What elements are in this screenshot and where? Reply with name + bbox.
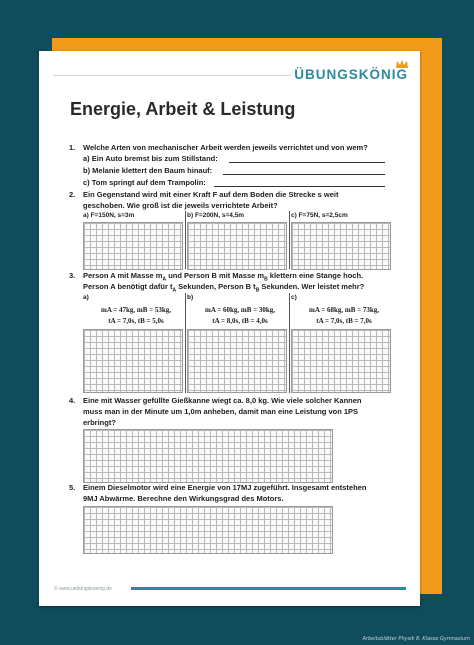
- question-1c: c) Tom springt auf dem Trampolin:: [83, 178, 206, 187]
- answer-grid-3c[interactable]: [291, 329, 391, 393]
- footer-url[interactable]: © www.uebungskoenig.de: [54, 586, 112, 592]
- question-text: und Person B mit Masse m: [166, 271, 265, 280]
- formula-3a-masses: mA = 47kg, mB = 53kg,: [100, 306, 171, 314]
- worksheet-page: [39, 51, 420, 606]
- question-number: 5.: [69, 483, 76, 492]
- answer-grid-2b[interactable]: [187, 222, 287, 270]
- formula-3b-times: tA = 8,0s, tB = 4,0s: [212, 317, 268, 325]
- question-number: 4.: [69, 396, 76, 405]
- question-2a-label: a) F=150N, s=3m: [83, 212, 135, 219]
- question-3c-label: c): [291, 294, 297, 301]
- answer-line-1c[interactable]: [214, 186, 385, 187]
- header-rule: [53, 75, 291, 76]
- answer-grid-4[interactable]: [83, 429, 333, 483]
- answer-grid-2c[interactable]: [291, 222, 391, 270]
- image-credit: Arbeitsblätter Physik 8. Klasse Gymnasium: [362, 636, 470, 642]
- answer-grid-5[interactable]: [83, 506, 333, 554]
- question-4-line-1: [69, 396, 362, 406]
- answer-grid-3a[interactable]: [83, 329, 183, 393]
- question-2-line-1: [69, 190, 338, 200]
- answer-grid-3b[interactable]: [187, 329, 287, 393]
- question-1b: b) Melanie klettert den Baum hinauf:: [83, 166, 213, 175]
- question-text: geschoben. Wie groß ist die jeweils verrichtete Arbeit?: [83, 201, 278, 210]
- question-number: 2.: [69, 190, 76, 199]
- column-divider: [185, 293, 186, 393]
- formula-3c-times: tA = 7,0s, tB = 7,0s: [316, 317, 372, 325]
- answer-grid-2a[interactable]: [83, 222, 183, 270]
- question-text: Sekunden, Person B t: [176, 282, 256, 291]
- brand-logo: ÜBUNGSKÖNIG: [294, 67, 408, 82]
- column-divider: [289, 211, 290, 269]
- question-5-line-1: [69, 483, 366, 493]
- question-text: Person A benötigt dafür t: [83, 282, 173, 291]
- subscript: B: [255, 287, 260, 294]
- question-4-line-3: [83, 418, 116, 428]
- question-2c-label: c) F=75N, s=2,5cm: [291, 212, 348, 219]
- question-3b-label: b): [187, 294, 194, 301]
- question-5-line-2: [83, 494, 284, 504]
- question-3a-label: a): [83, 294, 89, 301]
- subscript: A: [172, 287, 177, 294]
- column-divider: [185, 211, 186, 269]
- question-1: [69, 143, 368, 153]
- question-text: Ein Gegenstand wird mit einer Kraft F auf dem Boden die Strecke s weit: [83, 190, 339, 199]
- answer-line-1b[interactable]: [223, 174, 385, 175]
- subscript: A: [162, 276, 167, 283]
- question-text: 9MJ Abwärme. Berechne den Wirkungsgrad des Motors.: [83, 494, 284, 503]
- question-text: klettern eine Stange hoch.: [267, 271, 364, 280]
- question-text: Einem Dieselmotor wird eine Energie von 17MJ zugeführt. Insgesamt entstehen: [83, 483, 367, 492]
- question-text: erbringt?: [83, 418, 116, 427]
- column-divider: [289, 293, 290, 393]
- question-number: 1.: [69, 143, 76, 152]
- question-text: Eine mit Wasser gefüllte Gießkanne wiegt ca. 8,0 kg. Wie viele solcher Kannen: [83, 396, 362, 405]
- page-title: Energie, Arbeit & Leistung: [70, 99, 296, 119]
- answer-line-1a[interactable]: [229, 162, 385, 163]
- formula-3a-times: tA = 7,0s, tB = 5,0s: [108, 317, 164, 325]
- question-text: Welche Arten von mechanischer Arbeit werden jeweils verrichtet und von wem?: [83, 143, 368, 152]
- footer-bar: [131, 587, 406, 590]
- question-1a: a) Ein Auto bremst bis zum Stillstand:: [83, 154, 218, 163]
- question-text: Sekunden. Wer leistet mehr?: [259, 282, 365, 291]
- subscript: B: [264, 276, 268, 283]
- question-number: 3.: [69, 271, 76, 280]
- question-3-line-2: [83, 282, 364, 296]
- question-2-line-2: [83, 201, 278, 211]
- formula-3b-masses: mA = 60kg, mB = 30kg,: [204, 306, 275, 314]
- formula-3c-masses: mA = 68kg, mB = 73kg,: [308, 306, 379, 314]
- question-text: muss man in der Minute um 1,0m anheben, damit man eine Leistung von 1PS: [83, 407, 359, 416]
- question-4-line-2: [83, 407, 358, 417]
- question-text: Person A mit Masse m: [83, 271, 163, 280]
- question-2b-label: b) F=200N, s=4,5m: [187, 212, 245, 219]
